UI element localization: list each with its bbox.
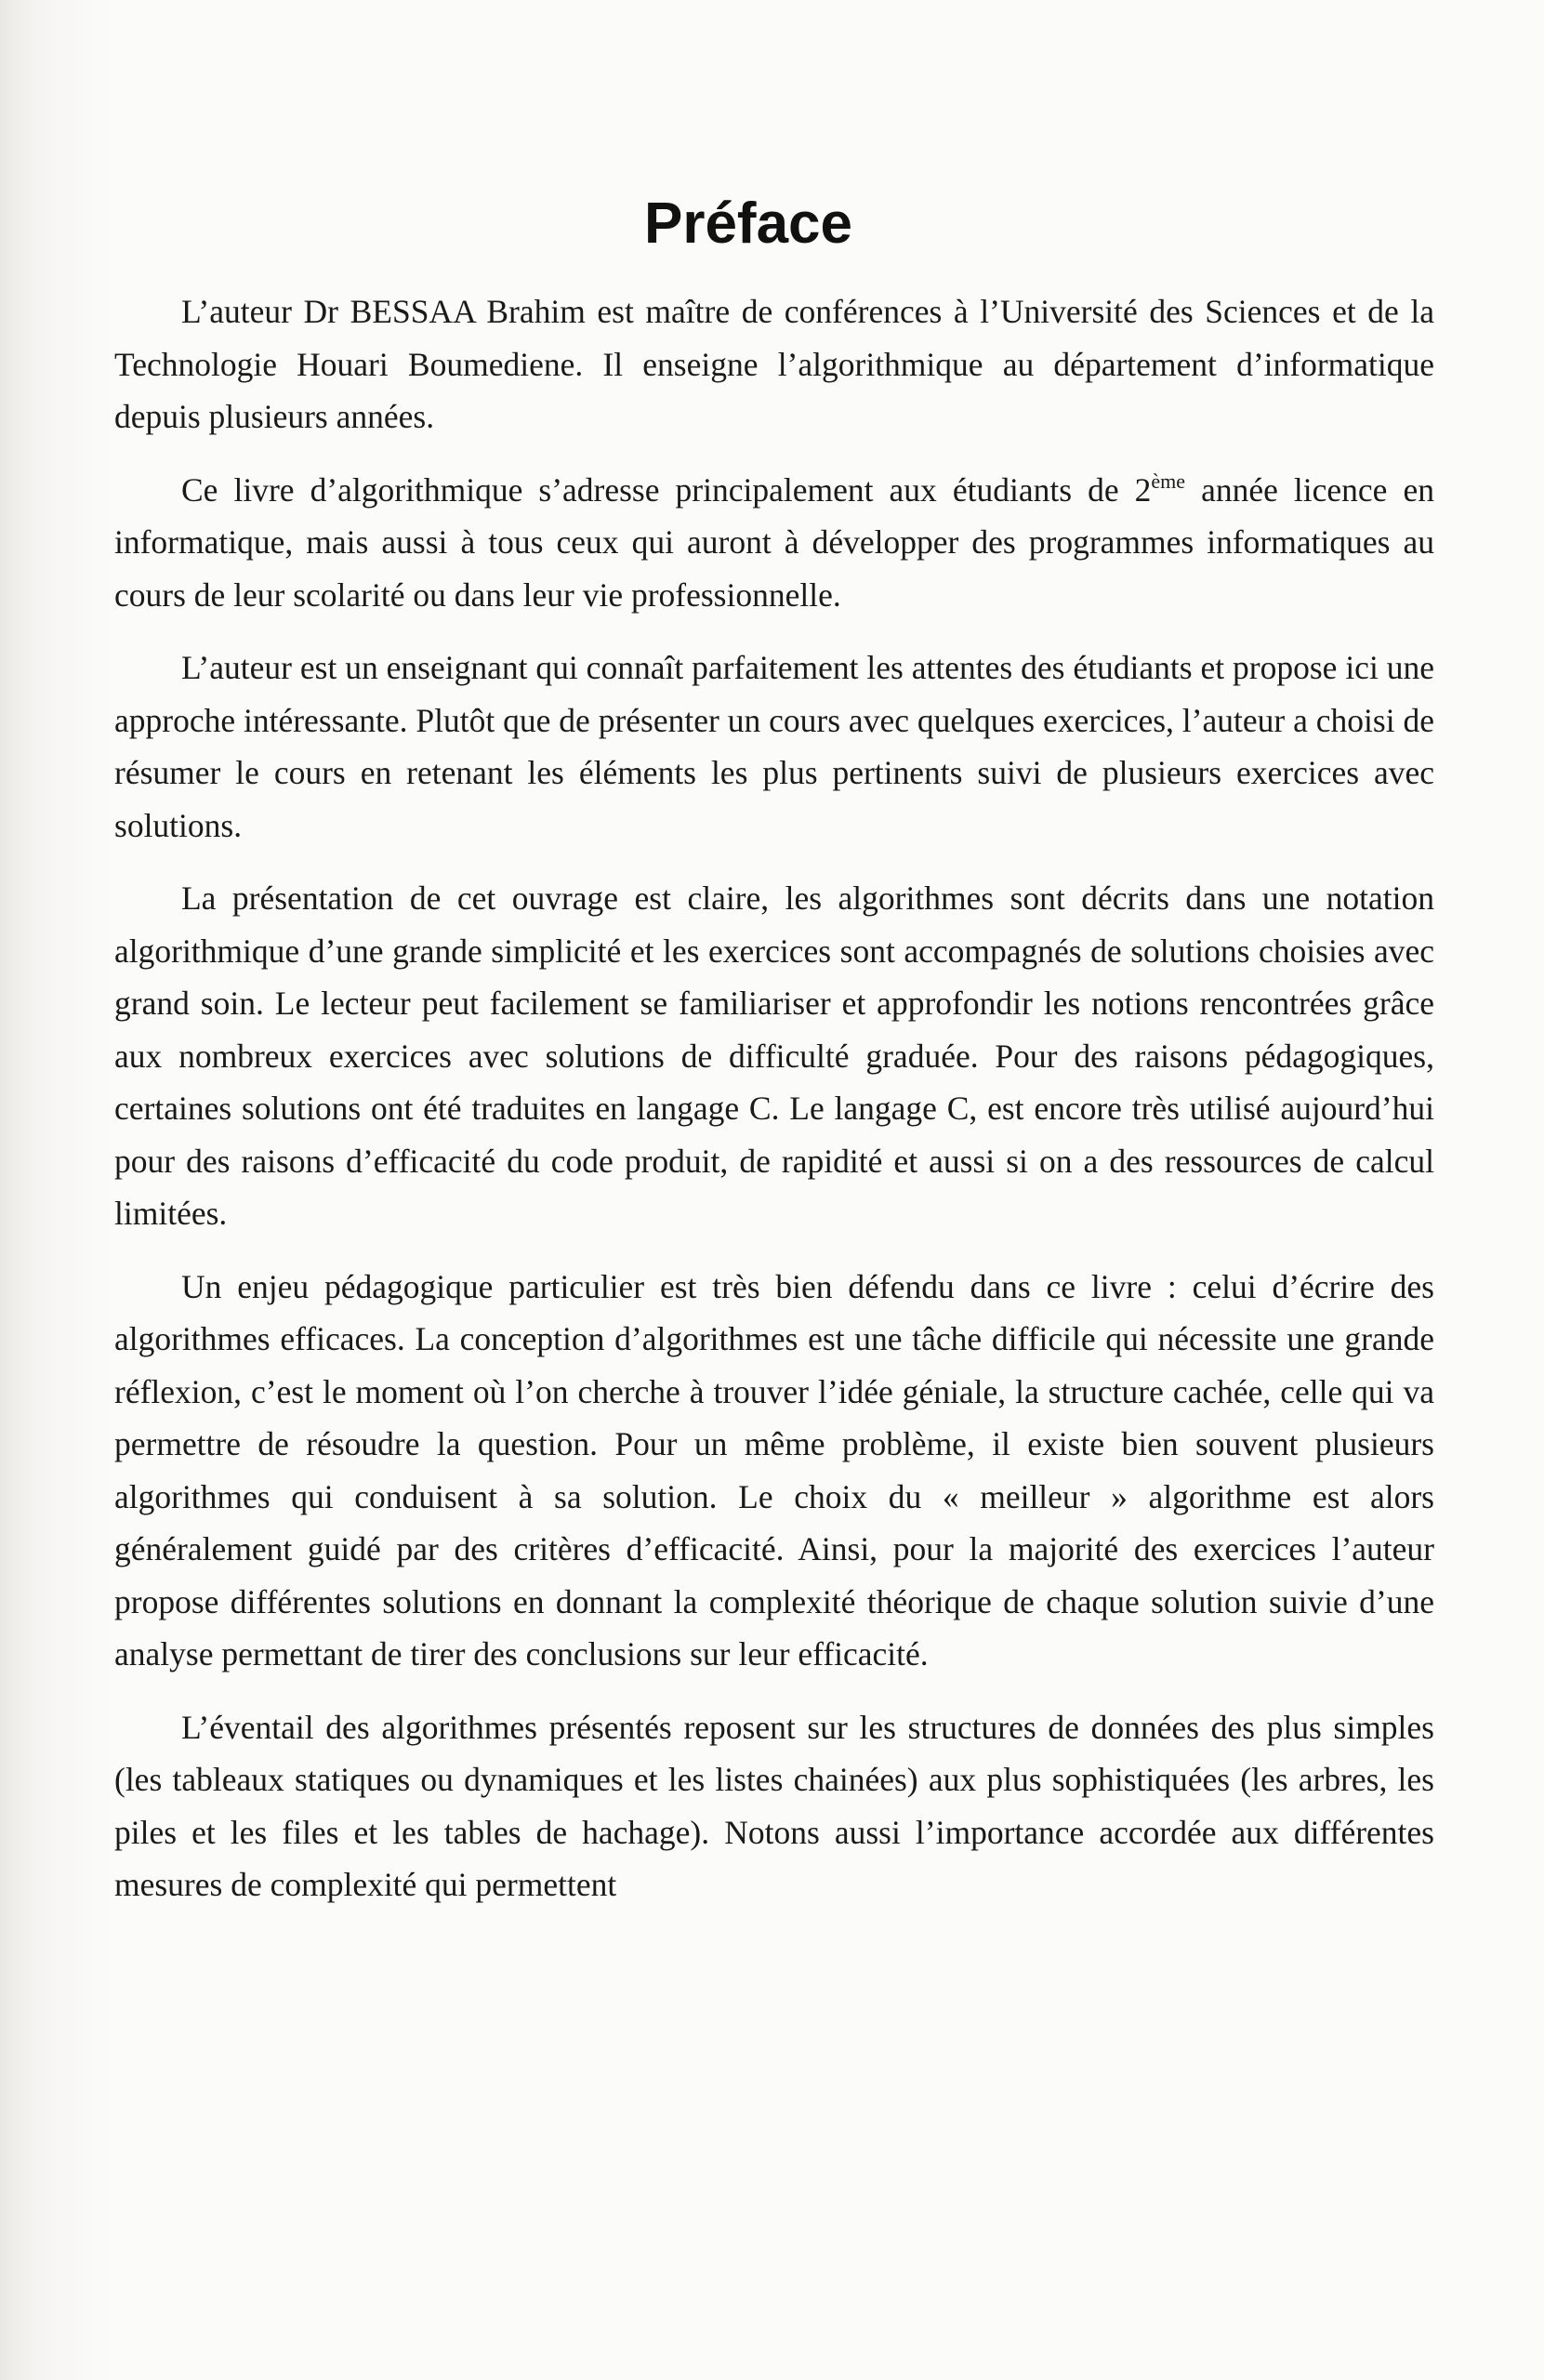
paragraph-audience-text-before: Ce livre d’algorithmique s’adresse principalement aux étudiants de 2	[181, 470, 1152, 509]
superscript-eme: ème	[1151, 469, 1186, 493]
paragraph-audience-text-after: année licence en informatique, mais aussi à tous ceux qui auront à développer des programmes informatiques au cours de leur scolarité ou dans leur vie professionnelle.	[114, 470, 1435, 614]
paragraph-data-structures: L’éventail des algorithmes présentés reposent sur les structures de données des plus simples (les tableaux statiques ou dynamiques et les listes chainées) aux plus sophistiquées (les arbres, les piles et les files et les tables de hachage). Notons aussi l’importance accordée aux différentes mesures de complexité qui permettent	[114, 1708, 1434, 1903]
paragraph-approach: L’auteur est un enseignant qui connaît parfaitement les attentes des étudiants et propose ici une approche intéressante. Plutôt que de présenter un cours avec quelques exercices, l’auteur a choisi de résumer le cours en retenant les éléments les plus pertinents suivi de plusieurs exercices avec solutions.	[114, 649, 1434, 844]
page-title: Préface	[643, 192, 853, 256]
paragraph-efficiency: Un enjeu pédagogique particulier est très bien défendu dans ce livre : celui d’écrire des algorithmes efficaces. La conception d’algorithmes est une tâche difficile qui nécessite une grande réflexion, c’est le moment où l’on cherche à trouver l’idée géniale, la structure cachée, celle qui va permettre de résoudre la question. Pour un même problème, il existe bien souvent plusieurs algorithmes qui conduisent à sa solution. Le choix du « meilleur » algorithme est alors généralement guidé par des critères d’efficacité. Ainsi, pour la majorité des exercices l’auteur propose différentes solutions en donnant la complexité théorique de chaque solution suivie d’une analyse permettant de tirer des conclusions sur leur efficacité.	[114, 1267, 1434, 1673]
page-content	[114, 191, 1434, 1932]
paragraph-audience	[114, 464, 1434, 622]
paragraph-presentation: La présentation de cet ouvrage est claire, les algorithmes sont décrits dans une notation algorithmique d’une grande simplicité et les exercices sont accompagnés de solutions choisies avec grand soin. Le lecteur peut facilement se familiariser et approfondir les notions rencontrées grâce aux nombreux exercices avec solutions de difficulté graduée. Pour des raisons pédagogiques, certaines solutions ont été traduites en langage C. Le langage C, est encore très utilisé aujourd’hui pour des raisons d’efficacité du code produit, de rapidité et aussi si on a des ressources de calcul limitées.	[114, 879, 1434, 1232]
paragraph-author: L’auteur Dr BESSAA Brahim est maître de conférences à l’Université des Sciences et de la Technologie Houari Boumediene. Il enseigne l’algorithmique au département d’informatique depuis plusieurs années.	[114, 293, 1434, 435]
